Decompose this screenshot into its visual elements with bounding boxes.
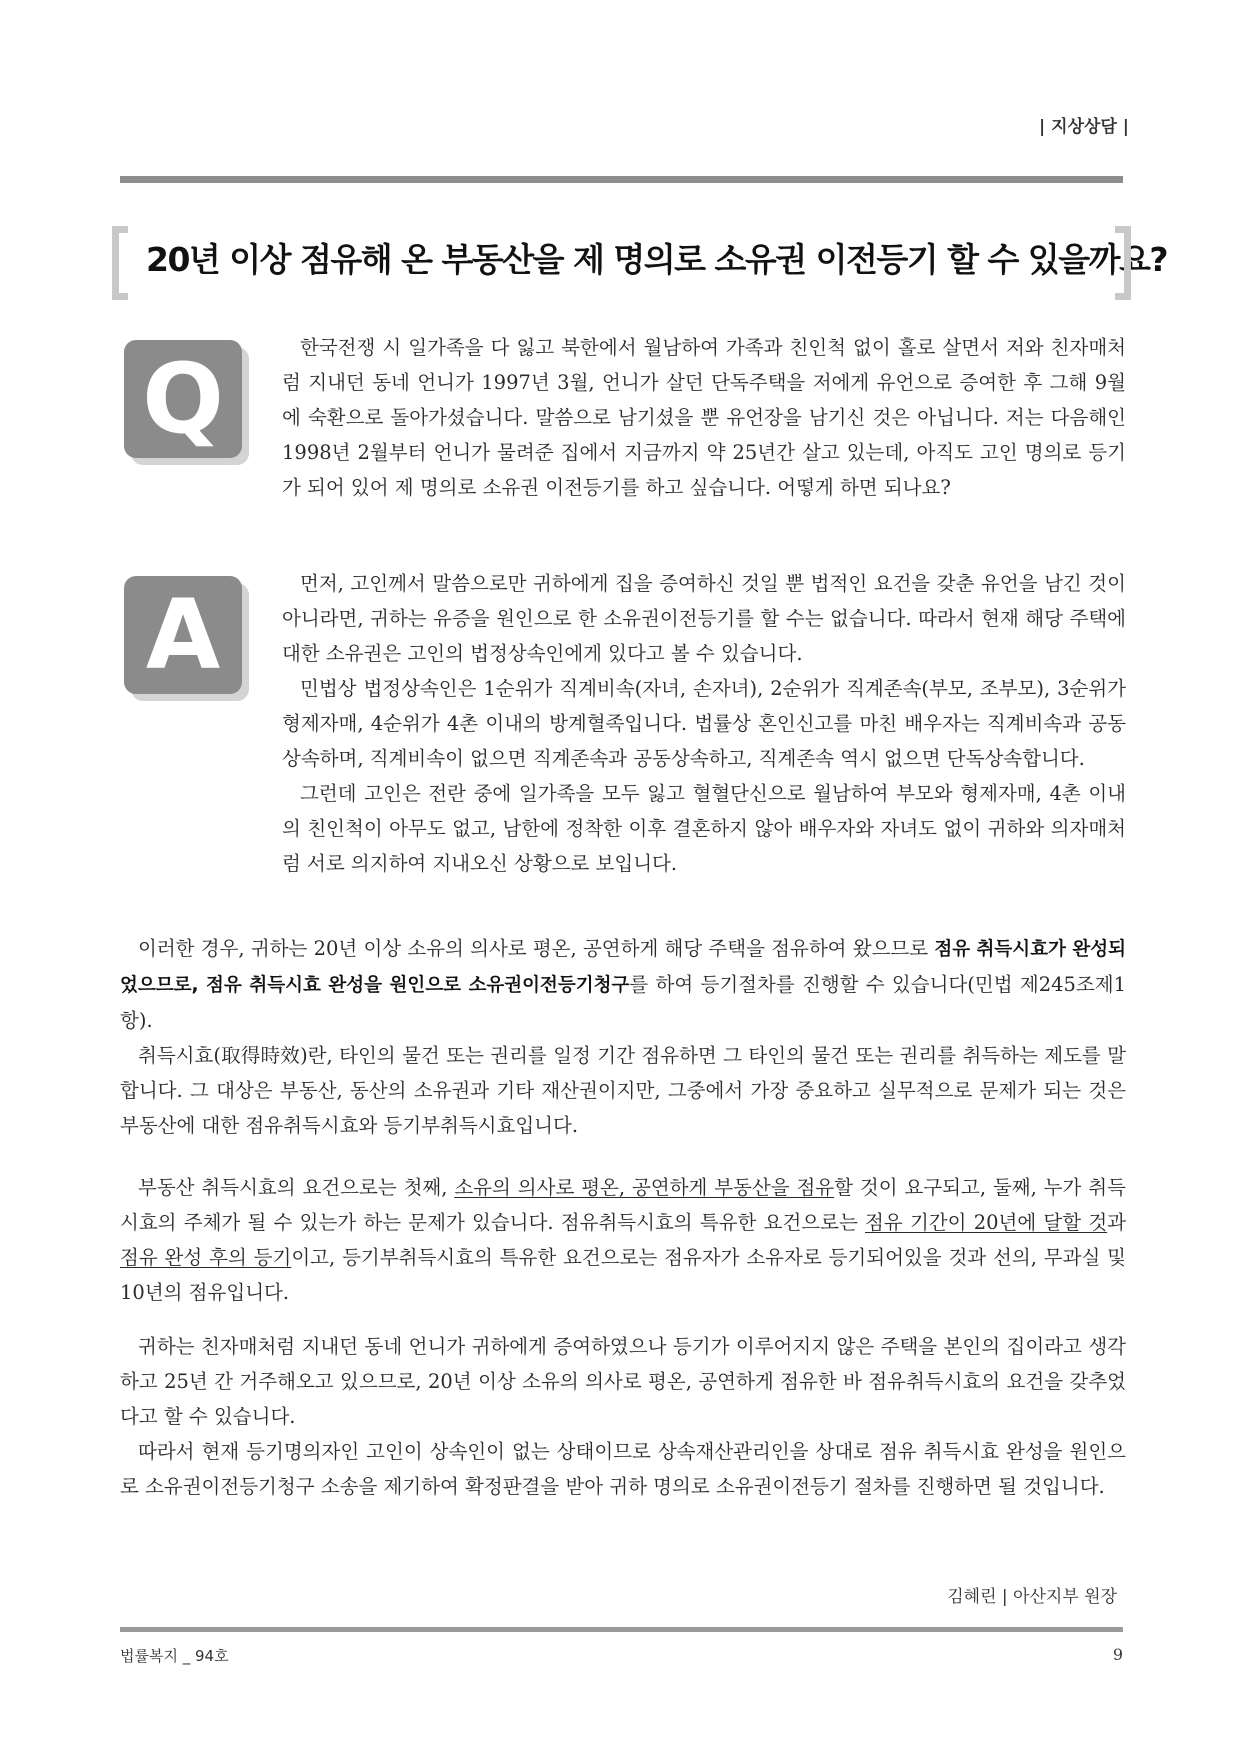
underlined-text: 소유의 의사로 평온, 공연하게 부동산을 점유 [454, 1176, 835, 1199]
body-paragraph: 귀하는 친자매처럼 지내던 동네 언니가 귀하에게 증여하였으나 등기가 이루어지지 않은 주택을 본인의 집이라고 생각하고 25년 간 거주해오고 있으므로, 20년 이상 소유의 의사로 평온, 공연하게 점유한 바 점유취득시효의 요건을 갖추었다고 할 수 있습니다. [120, 1335, 1126, 1428]
text-run: 과 [1107, 1211, 1126, 1234]
title-block [112, 226, 1168, 304]
emphasis-text: 점유 취득시효가 완성되었으므로, 점유 취득시효 완성을 원인으로 소유권이전등기청구 [120, 939, 1126, 996]
answer-paragraph: 민법상 법정상속인은 1순위가 직계비속(자녀, 손자녀), 2순위가 직계존속(부모, 조부모), 3순위가 형제자매, 4순위가 4촌 이내의 방계혈족입니다. 법률상 혼인신고를 마친 배우자는 직계비속과 공동상속하며, 직계비속이 없으면 직계존속과 공동상속하고, 직계존속 역시 없으면 단독상속합니다. [282, 677, 1126, 770]
body-paragraph [120, 1170, 1126, 1310]
author-credit: 김혜린 | 아산지부 원장 [947, 1587, 1117, 1607]
answer-paragraph: 먼저, 고인께서 말씀으로만 귀하에게 집을 증여하신 것일 뿐 법적인 요건을 갖춘 유언을 남긴 것이 아니라면, 귀하는 유증을 원인으로 한 소유권이전등기를 할 수는 없습니다. 따라서 현재 해당 주택에 대한 소유권은 고인의 법정상속인에게 있다고 볼 수 있습니다. [282, 572, 1126, 665]
page-title: 20년 이상 점유해 온 부동산을 제 명의로 소유권 이전등기 할 수 있을까요? [146, 240, 1168, 279]
question-paragraph: 한국전쟁 시 일가족을 다 잃고 북한에서 월남하여 가족과 친인척 없이 홀로 살면서 저와 친자매처럼 지내던 동네 언니가 1997년 3월, 언니가 살던 단독주택을 저에게 유언으로 증여한 후 그해 9월에 숙환으로 돌아가셨습니다. 말씀으로 남기셨을 뿐 유언장을 남기신 것은 아닙니다. 저는 다음해인 1998년 2월부터 언니가 물려준 집에서 지금까지 약 25년간 살고 있는데, 아직도 고인 명의로 등기가 되어 있어 제 명의로 소유권 이전등기를 하고 싶습니다. 어떻게 하면 되나요? [282, 336, 1126, 499]
text-run: 이고, 등기부취득시효의 특유한 요건으로는 점유자가 소유자로 등기되어있을 것과 선의, 무과실 및 10년의 점유입니다. [120, 1246, 1126, 1304]
underlined-text: 점유 기간이 20년에 달할 것 [865, 1211, 1108, 1234]
body-section-1 [120, 931, 1126, 1143]
left-bracket-decoration [112, 226, 128, 300]
body-paragraph [120, 931, 1126, 1038]
text-run: 부동산 취득시효의 요건으로는 첫째, [138, 1176, 455, 1199]
text-run: 할 것이 요구되고, 둘째, 누가 취득시효의 주체가 될 수 있는가 하는 문제가 있습니다. 점유취득시효의 특유한 요건으로는 [120, 1176, 1126, 1234]
answer-paragraph: 그런데 고인은 전란 중에 일가족을 모두 잃고 혈혈단신으로 월남하여 부모와 형제자매, 4촌 이내의 친인척이 아무도 없고, 남한에 정착한 이후 결혼하지 않아 배우자와 자녀도 없이 귀하와 의자매처럼 서로 의지하여 지내오신 상황으로 보입니다. [282, 782, 1126, 875]
right-bracket-decoration [1115, 226, 1131, 300]
header-divider [120, 176, 1123, 183]
question-badge: Q [124, 340, 242, 458]
answer-text [282, 566, 1126, 881]
publication-name: 법률복지 _ 94호 [120, 1647, 229, 1665]
footer-divider [120, 1627, 1123, 1632]
underlined-text: 점유 완성 후의 등기 [120, 1246, 292, 1269]
page-number: 9 [1112, 1645, 1123, 1664]
body-section-2 [120, 1170, 1126, 1310]
text-run: 를 하여 등기절차를 진행할 수 있습니다(민법 제245조제1항). [120, 973, 1126, 1032]
question-text [282, 330, 1126, 505]
body-section-3 [120, 1329, 1126, 1504]
text-run: 이러한 경우, 귀하는 20년 이상 소유의 의사로 평온, 공연하게 해당 주택을 점유하여 왔으므로 [138, 937, 935, 960]
answer-badge: A [124, 576, 242, 694]
body-paragraph: 취득시효(取得時效)란, 타인의 물건 또는 권리를 일정 기간 점유하면 그 타인의 물건 또는 권리를 취득하는 제도를 말합니다. 그 대상은 부동산, 동산의 소유권과 기타 재산권이지만, 그중에서 가장 중요하고 실무적으로 문제가 되는 것은 부동산에 대한 점유취득시효와 등기부취득시효입니다. [120, 1044, 1126, 1137]
section-tag: | 지상상담 | [1039, 117, 1129, 137]
body-paragraph: 따라서 현재 등기명의자인 고인이 상속인이 없는 상태이므로 상속재산관리인을 상대로 점유 취득시효 완성을 원인으로 소유권이전등기청구 소송을 제기하여 확정판결을 받아 귀하 명의로 소유권이전등기 절차를 진행하면 될 것입니다. [120, 1440, 1126, 1498]
